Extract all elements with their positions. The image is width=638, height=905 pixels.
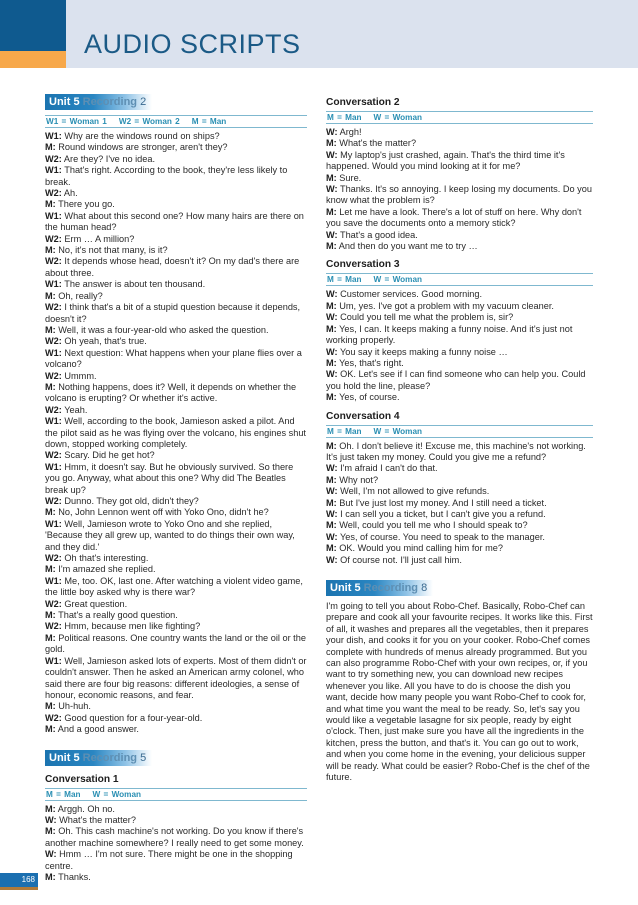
dialogue-text: Of course not. I'll just call him. <box>337 554 462 565</box>
dialogue-line <box>45 234 307 245</box>
legend-item: W = Woman <box>373 275 423 285</box>
speaker-label: W1: <box>45 575 62 586</box>
speaker-label: M: <box>326 543 337 554</box>
dialogue-line <box>45 371 307 382</box>
speaker-label: W: <box>326 346 338 357</box>
dialogue-line <box>45 142 307 153</box>
dialogue-line <box>45 131 307 142</box>
dialogue-text: That's a really good question. <box>55 610 178 621</box>
dialogue-line <box>45 656 307 702</box>
speaker-legend <box>326 273 593 286</box>
dialogue-text: No, John Lennon went off with Yoko Ono, didn't he? <box>55 507 269 518</box>
dialogue-line <box>45 576 307 599</box>
spacer <box>326 252 593 256</box>
dialogue-line <box>45 621 307 632</box>
dialogue-text: I think that's a bit of a stupid question because it depends, doesn't it? <box>45 302 301 324</box>
speaker-label: M: <box>326 392 337 403</box>
speaker-label: W: <box>326 369 338 380</box>
dialogue-text: Yes, that's right. <box>336 357 404 368</box>
dialogue-line <box>45 405 307 416</box>
dialogue-line <box>326 532 593 543</box>
dialogue-text: OK. Let's see if I can find someone who can help you. Could you hold the line, please? <box>326 369 586 391</box>
transcript <box>45 131 307 736</box>
dialogue-text: My laptop's just crashed, again. That's the third time it's happened. Would you mind looking at it for me? <box>326 149 565 172</box>
speaker-label: W1: <box>45 347 62 358</box>
dialogue-line <box>326 358 593 369</box>
dialogue-text: No, it's not that many, is it? <box>55 245 168 256</box>
speaker-label: M: <box>45 803 56 814</box>
legend-item: M = Man <box>327 113 362 122</box>
header-accent-stripe <box>0 51 66 68</box>
dialogue-text: Next question: What happens when your plane flies over a volcano? <box>45 347 302 370</box>
dialogue-text: That's right. According to the book, they're less likely to break. <box>45 165 288 187</box>
legend-item: W = Woman <box>373 426 423 436</box>
legend-item: W = Woman <box>373 113 423 122</box>
speaker-label: W2: <box>45 621 62 632</box>
speaker-label: W2: <box>45 598 62 609</box>
dialogue-line <box>45 165 307 188</box>
speaker-label: W2: <box>45 188 62 199</box>
dialogue-line <box>45 633 307 656</box>
dialogue-line <box>326 520 593 531</box>
speaker-label: M: <box>45 324 56 335</box>
speaker-label: W: <box>326 229 338 240</box>
dialogue-line <box>326 301 593 312</box>
transcript <box>326 127 593 252</box>
dialogue-text: Oh that's interesting. <box>61 553 149 564</box>
dialogue-text: Customer services. Good morning. <box>337 289 483 300</box>
speaker-label: M: <box>326 474 337 485</box>
legend-item: M = Man <box>46 789 81 799</box>
dialogue-line <box>45 815 307 826</box>
page-number-underline <box>0 887 38 890</box>
spacer <box>326 404 593 408</box>
speaker-label: W: <box>45 849 57 860</box>
speaker-legend <box>45 788 307 801</box>
legend-item: W = Woman <box>92 789 142 799</box>
speaker-label: M: <box>45 871 56 882</box>
dialogue-text: Oh, really? <box>55 290 103 301</box>
dialogue-line <box>326 441 593 464</box>
dialogue-text: Sure. <box>336 172 362 183</box>
dialogue-line <box>45 599 307 610</box>
dialogue-text: Erm … A million? <box>61 233 135 244</box>
dialogue-line <box>45 872 307 883</box>
dialogue-line <box>326 184 593 207</box>
dialogue-line <box>45 610 307 621</box>
transcript <box>45 804 307 884</box>
dialogue-text: And a good answer. <box>55 724 139 735</box>
recording-number: 2 <box>140 96 147 108</box>
speaker-label: M: <box>45 507 56 518</box>
speaker-label: W1: <box>45 655 62 666</box>
unit-recording-badge <box>45 94 152 110</box>
dialogue-text: Hmm, it doesn't say. But he obviously survived. So there you go. Anyway, what about this one? Why did The Beatles break up? <box>45 461 294 495</box>
speaker-label: W2: <box>45 370 62 381</box>
dialogue-text: Arggh. Oh no. <box>55 803 115 814</box>
speaker-label: M: <box>45 826 56 837</box>
speaker-label: W2: <box>45 496 62 506</box>
unit-label: Unit 5 <box>49 751 80 764</box>
left-column <box>45 94 307 883</box>
header-accent-square <box>0 0 66 51</box>
dialogue-text: Argh! <box>337 127 362 137</box>
dialogue-line <box>326 312 593 323</box>
speaker-label: W1: <box>45 210 62 221</box>
dialogue-line <box>45 724 307 735</box>
page-title: AUDIO SCRIPTS <box>84 29 301 60</box>
dialogue-line <box>45 701 307 712</box>
dialogue-text: I'm afraid I can't do that. <box>337 463 438 474</box>
speaker-label: W2: <box>45 404 62 415</box>
speaker-label: W2: <box>45 256 62 267</box>
conversation-title: Conversation 4 <box>326 410 400 422</box>
dialogue-line <box>45 564 307 575</box>
dialogue-text: Round windows are stronger, aren't they? <box>55 142 228 153</box>
dialogue-text: Well, I'm not allowed to give refunds. <box>337 486 490 497</box>
recording-label: Recording <box>82 96 138 108</box>
speaker-label: W2: <box>45 712 62 723</box>
unit-recording-badge <box>45 750 152 766</box>
speaker-label: M: <box>45 610 56 621</box>
dialogue-line <box>45 325 307 336</box>
dialogue-line <box>45 849 307 872</box>
speaker-label: W: <box>326 149 338 160</box>
speaker-label: W2: <box>45 336 62 347</box>
speaker-label: M: <box>326 357 337 368</box>
dialogue-text: Hmm, because men like fighting? <box>61 621 201 632</box>
dialogue-line <box>45 804 307 815</box>
dialogue-text: Dunno. They got old, didn't they? <box>61 496 199 506</box>
speaker-label: W2: <box>45 302 62 313</box>
dialogue-line <box>326 509 593 520</box>
dialogue-text: Well, it was a four-year-old who asked the question. <box>55 324 269 335</box>
dialogue-line <box>326 127 593 138</box>
dialogue-line <box>45 348 307 371</box>
dialogue-text: It depends whose head, doesn't it? On my dad's there are about three. <box>45 256 300 278</box>
transcript <box>326 289 593 403</box>
legend-item: W2 = Woman 2 <box>118 117 180 126</box>
dialogue-text: Oh. This cash machine's not working. Do you know if there's another machine somewhere? I really need to get some money. <box>45 826 304 848</box>
speaker-label: W: <box>326 289 338 300</box>
dialogue-text: Why not? <box>336 474 379 485</box>
speaker-legend <box>326 111 593 124</box>
unit-recording-badge <box>326 580 433 596</box>
dialogue-text: Me, too. OK, last one. After watching a violent video game, the little boy asked why is there war? <box>45 575 303 598</box>
dialogue-line <box>45 496 307 507</box>
dialogue-line <box>326 486 593 497</box>
dialogue-line <box>45 336 307 347</box>
recording-label: Recording <box>82 751 138 764</box>
dialogue-line <box>45 416 307 450</box>
unit-label: Unit 5 <box>49 96 80 108</box>
dialogue-text: Are they? I've no idea. <box>61 153 156 164</box>
dialogue-line <box>45 302 307 325</box>
spacer <box>45 736 307 750</box>
dialogue-text: What's the matter? <box>336 138 417 149</box>
dialogue-text: Uh-huh. <box>55 701 91 712</box>
speaker-label: W2: <box>45 553 62 564</box>
dialogue-line <box>45 507 307 518</box>
speaker-label: M: <box>326 300 337 311</box>
speaker-label: W: <box>326 312 338 323</box>
dialogue-line <box>45 713 307 724</box>
dialogue-text: Let me have a look. There's a lot of stuff on here. Why don't you save the documents onto a memory stick? <box>326 206 582 229</box>
dialogue-line <box>45 291 307 302</box>
dialogue-line <box>45 245 307 256</box>
page-number: 168 <box>0 873 38 887</box>
speaker-label: W: <box>326 554 338 565</box>
dialogue-text: Why are the windows round on ships? <box>61 131 220 141</box>
legend-item: M = Man <box>191 117 227 126</box>
speaker-label: W2: <box>45 233 62 244</box>
speaker-label: M: <box>45 701 56 712</box>
dialogue-line <box>45 256 307 279</box>
dialogue-text: Could you tell me what the problem is, sir? <box>337 312 514 323</box>
dialogue-text: You say it keeps making a funny noise … <box>337 346 508 357</box>
speaker-label: M: <box>326 323 337 334</box>
speaker-label: W: <box>326 463 338 474</box>
dialogue-text: Good question for a four-year-old. <box>61 712 203 723</box>
dialogue-line <box>45 211 307 234</box>
speaker-label: M: <box>326 440 337 451</box>
dialogue-text: The answer is about ten thousand. <box>61 279 206 290</box>
dialogue-text: Nothing happens, does it? Well, it depends on whether the volcano is erupting? Or whether it's active. <box>45 381 297 404</box>
speaker-label: W1: <box>45 165 62 176</box>
dialogue-line <box>45 382 307 405</box>
dialogue-text: That's a good idea. <box>337 229 418 240</box>
dialogue-line <box>326 138 593 149</box>
conversation-title: Conversation 1 <box>45 773 119 785</box>
dialogue-line <box>326 463 593 474</box>
dialogue-text: I'm amazed she replied. <box>55 564 156 575</box>
transcript <box>326 441 593 566</box>
spacer <box>326 566 593 580</box>
speaker-label: W1: <box>45 416 62 427</box>
dialogue-line <box>45 279 307 290</box>
speaker-label: M: <box>45 564 56 575</box>
dialogue-text: Oh. I don't believe it! Excuse me, this machine's not working. It's just taken my money. Could you give me a refund? <box>326 440 586 462</box>
dialogue-text: What about this second one? How many hairs are there on the human head? <box>45 210 304 233</box>
speaker-label: M: <box>45 632 56 643</box>
dialogue-line <box>326 475 593 486</box>
speaker-label: W2: <box>45 153 62 164</box>
dialogue-line <box>326 173 593 184</box>
unit-label: Unit 5 <box>330 582 361 594</box>
dialogue-text: Political reasons. One country wants the land or the oil or the gold. <box>45 632 306 655</box>
dialogue-text: Yes, of course. <box>336 392 400 403</box>
dialogue-line <box>326 207 593 230</box>
dialogue-line <box>45 154 307 165</box>
speaker-label: W2: <box>45 450 62 461</box>
dialogue-text: And then do you want me to try … <box>336 241 478 252</box>
speaker-label: M: <box>45 381 56 392</box>
speaker-label: M: <box>326 206 337 217</box>
speaker-label: M: <box>326 497 337 508</box>
speaker-label: W: <box>326 531 338 542</box>
speaker-legend <box>45 115 307 128</box>
dialogue-text: But I've just lost my money. And I still need a ticket. <box>336 497 547 508</box>
dialogue-line <box>45 826 307 849</box>
dialogue-text: I can sell you a ticket, but I can't give you a refund. <box>337 508 546 519</box>
dialogue-line <box>45 188 307 199</box>
dialogue-text: Hmm … I'm not sure. There might be one in the shopping centre. <box>45 849 293 871</box>
dialogue-line <box>45 462 307 496</box>
legend-item: M = Man <box>327 426 362 436</box>
dialogue-line <box>45 199 307 210</box>
dialogue-text: There you go. <box>55 199 115 210</box>
dialogue-text: Great question. <box>61 598 128 609</box>
dialogue-line <box>45 553 307 564</box>
speaker-label: M: <box>45 290 56 301</box>
dialogue-text: Ah. <box>61 188 78 199</box>
speaker-legend <box>326 425 593 438</box>
dialogue-text: Thanks. <box>55 871 91 882</box>
speaker-label: W1: <box>45 461 62 472</box>
speaker-label: W1: <box>45 518 62 529</box>
speaker-label: M: <box>45 724 56 735</box>
dialogue-text: Well, Jamieson asked lots of experts. Most of them didn't or couldn't answer. Then he asked an American army colonel, who said there are four big reasons: different ideologies, a sense of honour, economic reasons, and fear. <box>45 655 307 700</box>
legend-item: W1 = Woman 1 <box>46 117 107 126</box>
dialogue-line <box>45 450 307 461</box>
dialogue-text: Well, Jamieson wrote to Yoko Ono and she replied, 'Because they all grew up, wanted to do things their own way, and they did.' <box>45 518 295 552</box>
dialogue-line <box>326 543 593 554</box>
speaker-label: W: <box>326 486 338 497</box>
dialogue-text: Yes, of course. You need to speak to the manager. <box>337 531 545 542</box>
speaker-label: W: <box>326 127 338 137</box>
dialogue-line <box>326 392 593 403</box>
dialogue-text: OK. Would you mind calling him for me? <box>336 543 504 554</box>
recording-number: 5 <box>140 751 147 764</box>
dialogue-line <box>326 555 593 566</box>
dialogue-line <box>326 369 593 392</box>
dialogue-text: Thanks. It's so annoying. I keep losing my documents. Do you know what the problem is? <box>326 184 592 206</box>
dialogue-text: Well, could you tell me who I should speak to? <box>336 520 528 531</box>
dialogue-line <box>326 289 593 300</box>
speaker-label: W: <box>45 814 57 825</box>
conversation-title: Conversation 2 <box>326 97 400 108</box>
speaker-label: M: <box>45 245 56 256</box>
dialogue-line <box>326 150 593 173</box>
dialogue-line <box>45 519 307 553</box>
speaker-label: W1: <box>45 131 62 141</box>
dialogue-text: Ummm. <box>61 370 97 381</box>
dialogue-line <box>326 498 593 509</box>
dialogue-line <box>326 324 593 347</box>
legend-item: M = Man <box>327 275 362 285</box>
dialogue-text: Yes, I can. It keeps making a funny noise. And it's just not working properly. <box>326 323 573 346</box>
speaker-label: M: <box>326 172 337 183</box>
dialogue-text: Oh yeah, that's true. <box>61 336 147 347</box>
speaker-label: W: <box>326 508 338 519</box>
speaker-label: M: <box>326 241 337 252</box>
recording-number: 8 <box>421 582 428 594</box>
dialogue-text: Scary. Did he get hot? <box>61 450 155 461</box>
recording-label: Recording <box>363 582 419 594</box>
conversation-title: Conversation 3 <box>326 259 400 271</box>
dialogue-text: Um, yes. I've got a problem with my vacuum cleaner. <box>336 300 554 311</box>
speaker-label: M: <box>326 520 337 531</box>
speaker-label: W: <box>326 184 338 195</box>
dialogue-line <box>326 347 593 358</box>
speaker-label: M: <box>326 138 337 149</box>
speaker-label: M: <box>45 142 56 153</box>
speaker-label: W1: <box>45 279 62 290</box>
right-column <box>326 94 593 784</box>
speaker-label: M: <box>45 199 56 210</box>
dialogue-line <box>326 241 593 252</box>
dialogue-text: What's the matter? <box>56 814 136 825</box>
dialogue-text: Yeah. <box>61 404 88 415</box>
monologue-paragraph: I'm going to tell you about Robo-Chef. Basically, Robo-Chef can prepare and cook all your favourite recipes. It works like this. First of all, it washes and prepares all the vegetables, then it prepares your dish, and cooks it for you on your cooker. Robo-Chef comes complete with hundreds of menus already programmed. But you can also programme Robo-Chef with your own recipes, or, if you want to try something new, you can download new recipes whenever you like. All you have to do is choose the dish you want, decide how many people you want Robo-Chef to cook for, and what time you want the meal to be ready. So, let's say you would like a vegetable lasagne for six people, ready by eight o'clock. Then, just make sure you have all the ingredients in the kitchen, press the button, and that's it. You can go out to work, and when you come home in the evening, your delicious supper will be ready. What could be easier? Robo-Chef is the chef of the future. <box>326 601 593 783</box>
dialogue-text: Well, according to the book, Jamieson asked a pilot. And the pilot said as he was flying over the volcano, his engines shut down, stopped working completely. <box>45 416 306 449</box>
dialogue-line <box>326 230 593 241</box>
